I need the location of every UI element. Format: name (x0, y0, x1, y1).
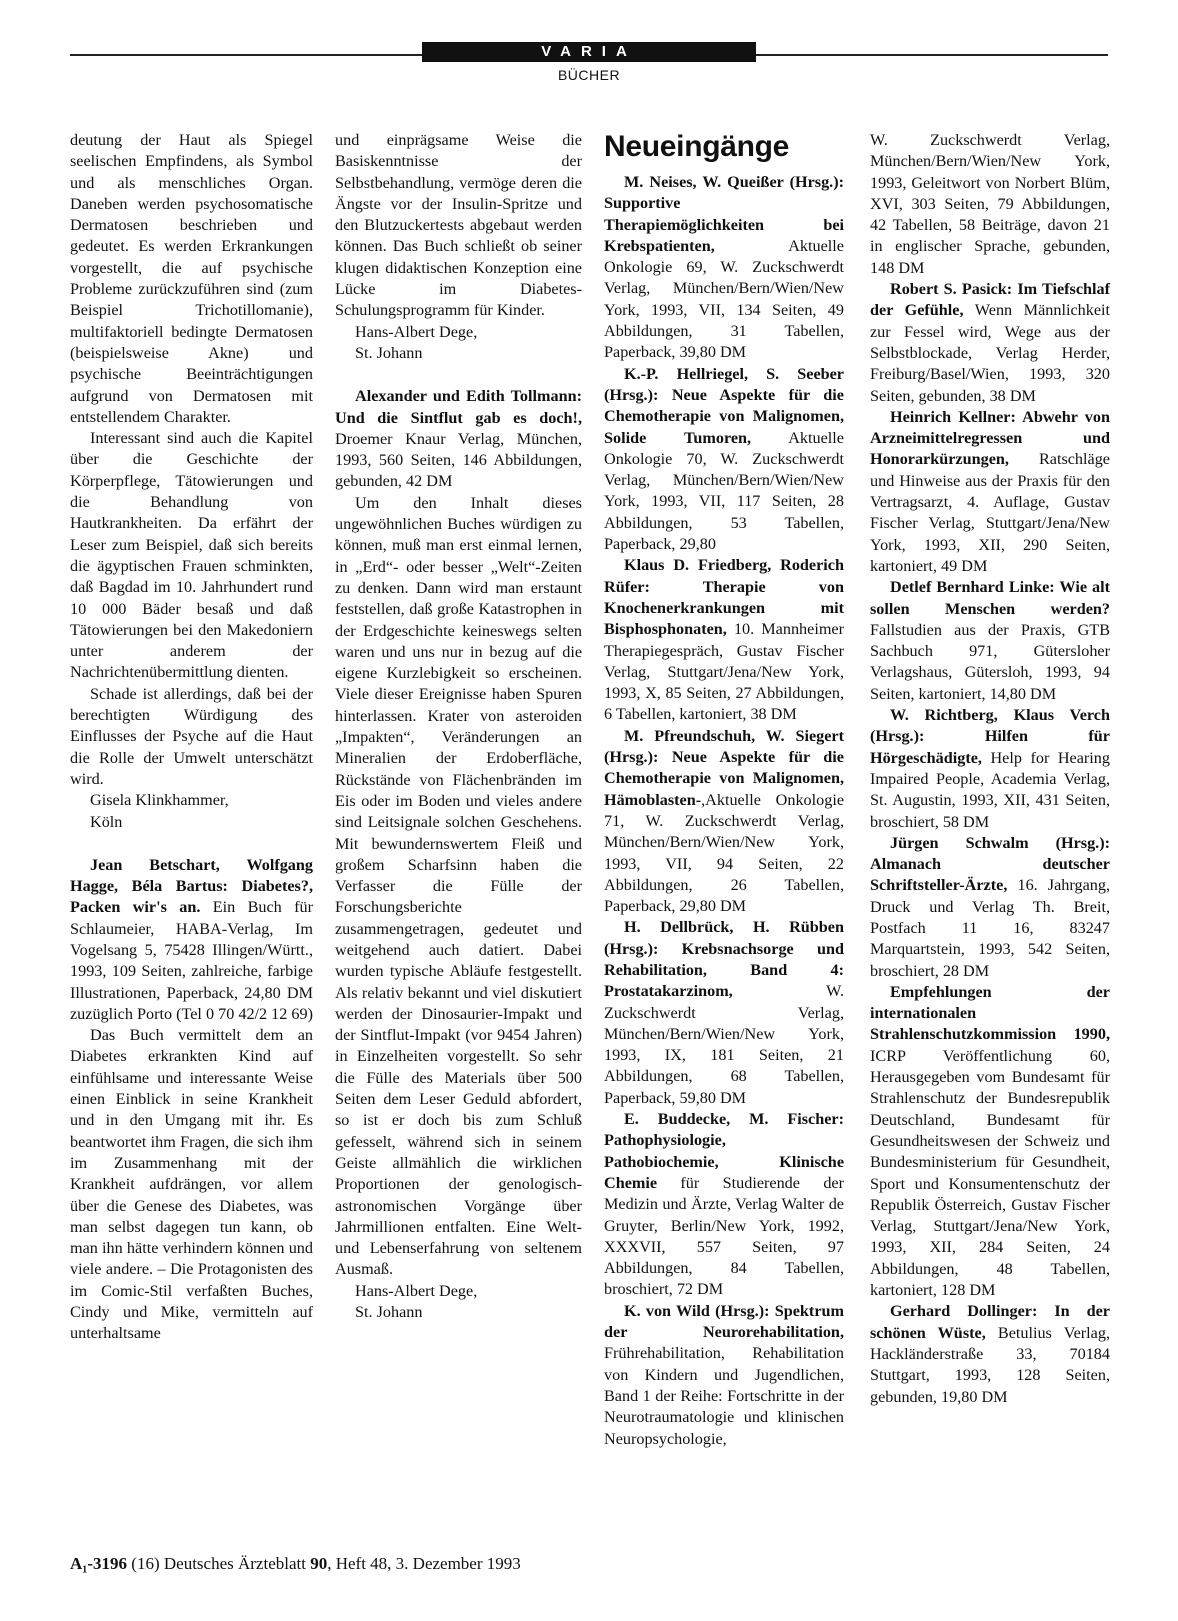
book-entry (604, 726, 844, 918)
book-entry (870, 833, 1110, 982)
paragraph: und einprägsame Weise die Basiskenntnisse der Selbstbehandlung, vermöge deren die Ängste vor der Insulin-Spritze und den Blutzuckertests abgebaut werden können. Das Buch schließt ob seiner klugen didaktischen Konzeption eine Lücke im Diabetes-Schulungsprogramm für Kinder. (335, 131, 582, 320)
subsection-label: BÜCHER (557, 67, 621, 83)
book-title: Heinrich Kellner: Abwehr von Arzneimittelregressen und Honorarkürzungen, (870, 407, 1110, 469)
paragraph: Interessant sind auch die Kapitel über die Geschichte der Körperpflege, Tätowierungen und die Behandlung von Hautkrankheiten. Da erfährt der Leser zum Beispiel, daß sich bereits die ägyptischen Frauen schminkten, daß Bagdad im 10. Jahrhundert rund 10 000 Bäder besaß und daß Tätowierungen bei den Makedoniern unter anderem der Nachrichtenübermittlung dienten. (70, 429, 313, 682)
book-entry-continuation: W. Zuckschwerdt Verlag, München/Bern/Wien/New York, 1993, Geleitwort von Norbert Blüm, XVI, 303 Seiten, 79 Abbildungen, 42 Tabellen, 58 Beiträge, davon 21 in englischer Sprache, gebunden, 148 DM (870, 131, 1110, 277)
review-title: Jean Betschart, Wolfgang Hagge, Béla Bartus: Diabetes?, Packen wir's an. (70, 855, 313, 917)
book-entry (870, 577, 1110, 705)
book-meta: Fallstudien aus der Praxis, GTB Sachbuch 971, Gütersloher Verlagshaus, Gütersloh, 1993, 94 Seiten, kartoniert, 14,80 DM (870, 620, 1110, 703)
book-entry (604, 917, 844, 1109)
review-meta: Ein Buch für Schlaumeier, HABA-Verlag, Im Vogelsang 5, 75428 Illingen/Württ., 1993, 109 Seiten, zahlreiche, farbige Illustrationen, Paperback, 24,80 DM zuzüglich Porto (Tel 0 70 42/2 12 69) (70, 898, 313, 1023)
reviewer-city: St. Johann (355, 1303, 423, 1322)
book-entry (870, 705, 1110, 833)
book-title: Gerhard Dollinger: In der schönen Wüste, (870, 1302, 1110, 1342)
reviewer-city: St. Johann (355, 343, 423, 362)
book-entry (604, 1301, 844, 1450)
book-meta: Aktuelle Onkologie 70, W. Zuckschwerdt Verlag, München/Bern/Wien/New York, 1993, VII, 117 Seiten, 28 Abbildungen, 53 Tabellen, Paperback, 29,80 (604, 428, 844, 554)
book-entry (870, 982, 1110, 1301)
paragraph: deutung der Haut als Spiegel seelischen Empfindens, als Symbol und als menschliches Organ. Daneben werden psychosomatische Dermatosen beschrieben und gedeutet. Es werden Erkrankungen vorgestellt, die auf psychische Probleme zurückzuführen sind (zum Beispiel Trichotillomanie), multifaktoriell bedingte Dermatosen (beispielsweise Akne) und psychische Beeinträchtigungen aufgrund von Dermatosen mit entstellendem Charakter. (70, 131, 313, 426)
book-entry (604, 1109, 844, 1301)
book-title: Detlef Bernhard Linke: Wie alt sollen Menschen werden? (870, 578, 1110, 618)
book-title: E. Buddecke, M. Fischer: Pathophysiologie, Pathobiochemie, Klinische Chemie (604, 1110, 844, 1192)
book-meta: Frührehabilitation, Rehabilitation von Kindern und Jugendlichen, Band 1 der Reihe: Fortschritte in der Neurotraumatologie und klinischen Neuropsychologie, (604, 1344, 844, 1448)
section-label: VARIA (422, 42, 756, 62)
journal-volume: 90 (310, 1554, 328, 1573)
book-title: Klaus D. Friedberg, Roderich Rüfer: Therapie von Knochenerkrankungen mit Bisphosphonaten, (604, 556, 844, 639)
review-header (335, 386, 582, 492)
book-meta: Ratschläge und Hinweise aus der Praxis für den Vertragsarzt, 4. Auflage, Gustav Fischer Verlag, Stuttgart/Jena/New York, 1993, XII, 290 Seiten, kartoniert, 49 DM (870, 450, 1110, 575)
review-header (70, 855, 313, 1025)
book-title: M. Pfreundschuh, W. Siegert (Hrsg.): Neue Aspekte für die Chemotherapie von Malignomen, Hämoblasten- (604, 726, 844, 809)
reviewer-name: Gisela Klinkhammer, (90, 791, 229, 810)
book-meta: W. Zuckschwerdt Verlag, München/Bern/Wien/New York, 1993, IX, 181 Seiten, 21 Abbildungen, 68 Tabellen, Paperback, 59,80 DM (604, 982, 844, 1107)
book-title: K. von Wild (Hrsg.): Spektrum der Neurorehabilitation, (604, 1301, 844, 1342)
column-4 (870, 130, 1110, 1408)
book-title: H. Dellbrück, H. Rübben (Hrsg.): Krebsnachsorge und Rehabilitation, Band 4: Prostatakarzinom, (604, 918, 844, 1001)
journal-name: Deutsches Ärzteblatt (163, 1554, 306, 1573)
book-entry (870, 279, 1110, 407)
book-title: M. Neises, W. Queißer (Hrsg.): Supportive Therapiemöglichkeiten bei Krebspatienten, (604, 173, 844, 255)
book-meta: Help for Hearing Impaired People, Academia Verlag, St. Augustin, 1993, XII, 431 Seiten, broschiert, 58 DM (870, 748, 1110, 831)
book-title: Robert S. Pasick: Im Tiefschlaf der Gefühle, (870, 280, 1110, 320)
book-entry (870, 1301, 1110, 1407)
book-title: W. Richtberg, Klaus Verch (Hrsg.): Hilfen für Hörgeschädigte, (870, 706, 1110, 767)
header-rule-right (750, 54, 1108, 56)
column-1 (70, 130, 313, 1345)
paragraph: Schade ist allerdings, daß bei der berechtigten Würdigung des Einflusses der Psyche auf die Haut die Rolle der Umwelt unterschätzt wird. (70, 684, 313, 788)
book-meta: ICRP Veröffentlichung 60, Herausgegeben vom Bundesamt für Strahlenschutz der Bundesrepublik Deutschland, Bundesamt für Gesundheitswesen der Schweiz und Bundesministerium für Gesundheit, Sport und Konsumentenschutz der Republik Österreich, Gustav Fischer Verlag, Stuttgart/Jena/New York, 1993, XII, 284 Seiten, 24 Abbildungen, 48 Tabellen, kartoniert, 128 DM (870, 1046, 1110, 1300)
book-meta: Betulius Verlag, Hackländerstraße 33, 70184 Stuttgart, 1993, 128 Seiten, gebunden, 19,80 DM (870, 1323, 1111, 1406)
book-meta: 10. Mannheimer Therapiegespräch, Gustav Fischer Verlag, Stuttgart/Jena/New York, 1993, X, 85 Seiten, 27 Abbildungen, 6 Tabellen, kartoniert, 38 DM (604, 620, 844, 724)
book-title: Empfehlungen der internationalen Strahlenschutzkommission 1990, (870, 982, 1110, 1044)
book-title: K.-P. Hellriegel, S. Seeber (Hrsg.): Neue Aspekte für die Chemotherapie von Malignomen, Solide Tumoren, (604, 364, 844, 447)
reviewer-name: Hans-Albert Dege, (355, 1281, 478, 1300)
reviewer-name: Hans-Albert Dege, (355, 322, 478, 341)
section-heading: Neueingänge (604, 130, 790, 163)
column-3 (604, 130, 844, 1450)
header-rule-left (70, 54, 430, 56)
book-meta: 16. Jahrgang, Druck und Verlag Th. Breit, Postfach 11 16, 83247 Marquartstein, 1993, 542 Seiten, broschiert, 28 DM (870, 876, 1110, 980)
page-code: A₁-3196 (70, 1554, 128, 1573)
review-meta: Droemer Knaur Verlag, München, 1993, 560 Seiten, 146 Abbildungen, gebunden, 42 DM (335, 429, 582, 491)
book-meta: Aktuelle Onkologie 69, W. Zuckschwerdt Verlag, München/Bern/Wien/New York, 1993, VII, 134 Seiten, 49 Abbildungen, 31 Tabellen, Paperback, 39,80 DM (604, 236, 844, 362)
review-title: Alexander und Edith Tollmann: Und die Sintflut gab es doch!, (335, 387, 582, 427)
page-number: (16) (131, 1554, 160, 1573)
book-meta: für Studierende der Medizin und Ärzte, Verlag Walter de Gruyter, Berlin/New York, 1992, XXXVII, 557 Seiten, 97 Abbildungen, 84 Tabellen, broschiert, 72 DM (604, 1173, 844, 1299)
book-title: Jürgen Schwalm (Hrsg.): Almanach deutscher Schriftsteller-Ärzte, (870, 833, 1110, 895)
paragraph: Um den Inhalt dieses ungewöhnlichen Buches würdigen zu können, muß man erst einmal lernen, in „Erd“- oder besser „Welt“-Zeiten zu denken. Dann wird man erstaunt feststellen, daß große Katastrophen in der Erdgeschichte keineswegs selten waren und uns nur in bezug auf die eigene Kurzlebigkeit so erscheinen. Viele dieser Ereignisse haben Spuren hinterlassen. Krater von asteroiden „Impakten“, Veränderungen an Mineralien der Erdoberfläche, Rückstände von Flächenbränden im Eis oder im Boden und vieles andere sind Leitsignale solchen Geschehens. Mit bewundernswertem Fleiß und großem Scharfsinn haben die Verfasser die Fülle der Forschungsberichte zusammengetragen, gedeutet und weitgehend auch datiert. Dabei wurden typische Abläufe festgestellt. Als relativ bekannt und viel diskutiert werden der Dinosaurier-Impakt und der Sintflut-Impakt (vor 9454 Jahren) in Einzelheiten vorgestellt. So sehr die Fülle des Materials über 500 Seiten dem Leser Geduld abfordert, so ist er doch bis zum Schluß gefesselt, während sich in seinem Geiste allmählich die wirklichen Proportionen der genologisch-astronomischen Vorgänge über Jahrmillionen entfalten. Eine Welt- und Lebenserfahrung von seltenem Ausmaß. (335, 493, 582, 1279)
reviewer-city: Köln (90, 812, 123, 831)
journal-issue: , Heft 48, 3. Dezember 1993 (327, 1554, 521, 1573)
book-meta: Wenn Männlichkeit zur Fessel wird, Wege aus der Selbstblockade, Verlag Herder, Freiburg/Basel/Wien, 1993, 320 Seiten, gebunden, 38 DM (870, 301, 1110, 405)
book-entry (604, 364, 844, 556)
book-entry (604, 172, 844, 364)
column-2 (335, 130, 582, 1323)
book-meta: ,Aktuelle Onkologie 71, W. Zuckschwerdt Verlag, München/Bern/Wien/New York, 1993, VII, 94 Seiten, 22 Abbildungen, 26 Tabellen, Paperback, 29,80 DM (604, 790, 844, 916)
paragraph: Das Buch vermittelt dem an Diabetes erkrankten Kind auf einfühlsame und interessante Weise einen Einblick in seine Krankheit und in den Umgang mit ihr. Es beantwortet ihm Fragen, die sich ihm im Zusammenhang mit der Krankheit aufdrängen, vor allem über die Genese des Diabetes, was man selbst dagegen tun kann, ob man ihn hätte verhindern können und viele andere. – Die Protagonisten des im Comic-Stil verfaßten Buches, Cindy und Mike, vermitteln auf unterhaltsame (70, 1026, 313, 1343)
book-entry (604, 555, 844, 725)
page-footer (70, 1554, 521, 1574)
book-entry (870, 407, 1110, 577)
